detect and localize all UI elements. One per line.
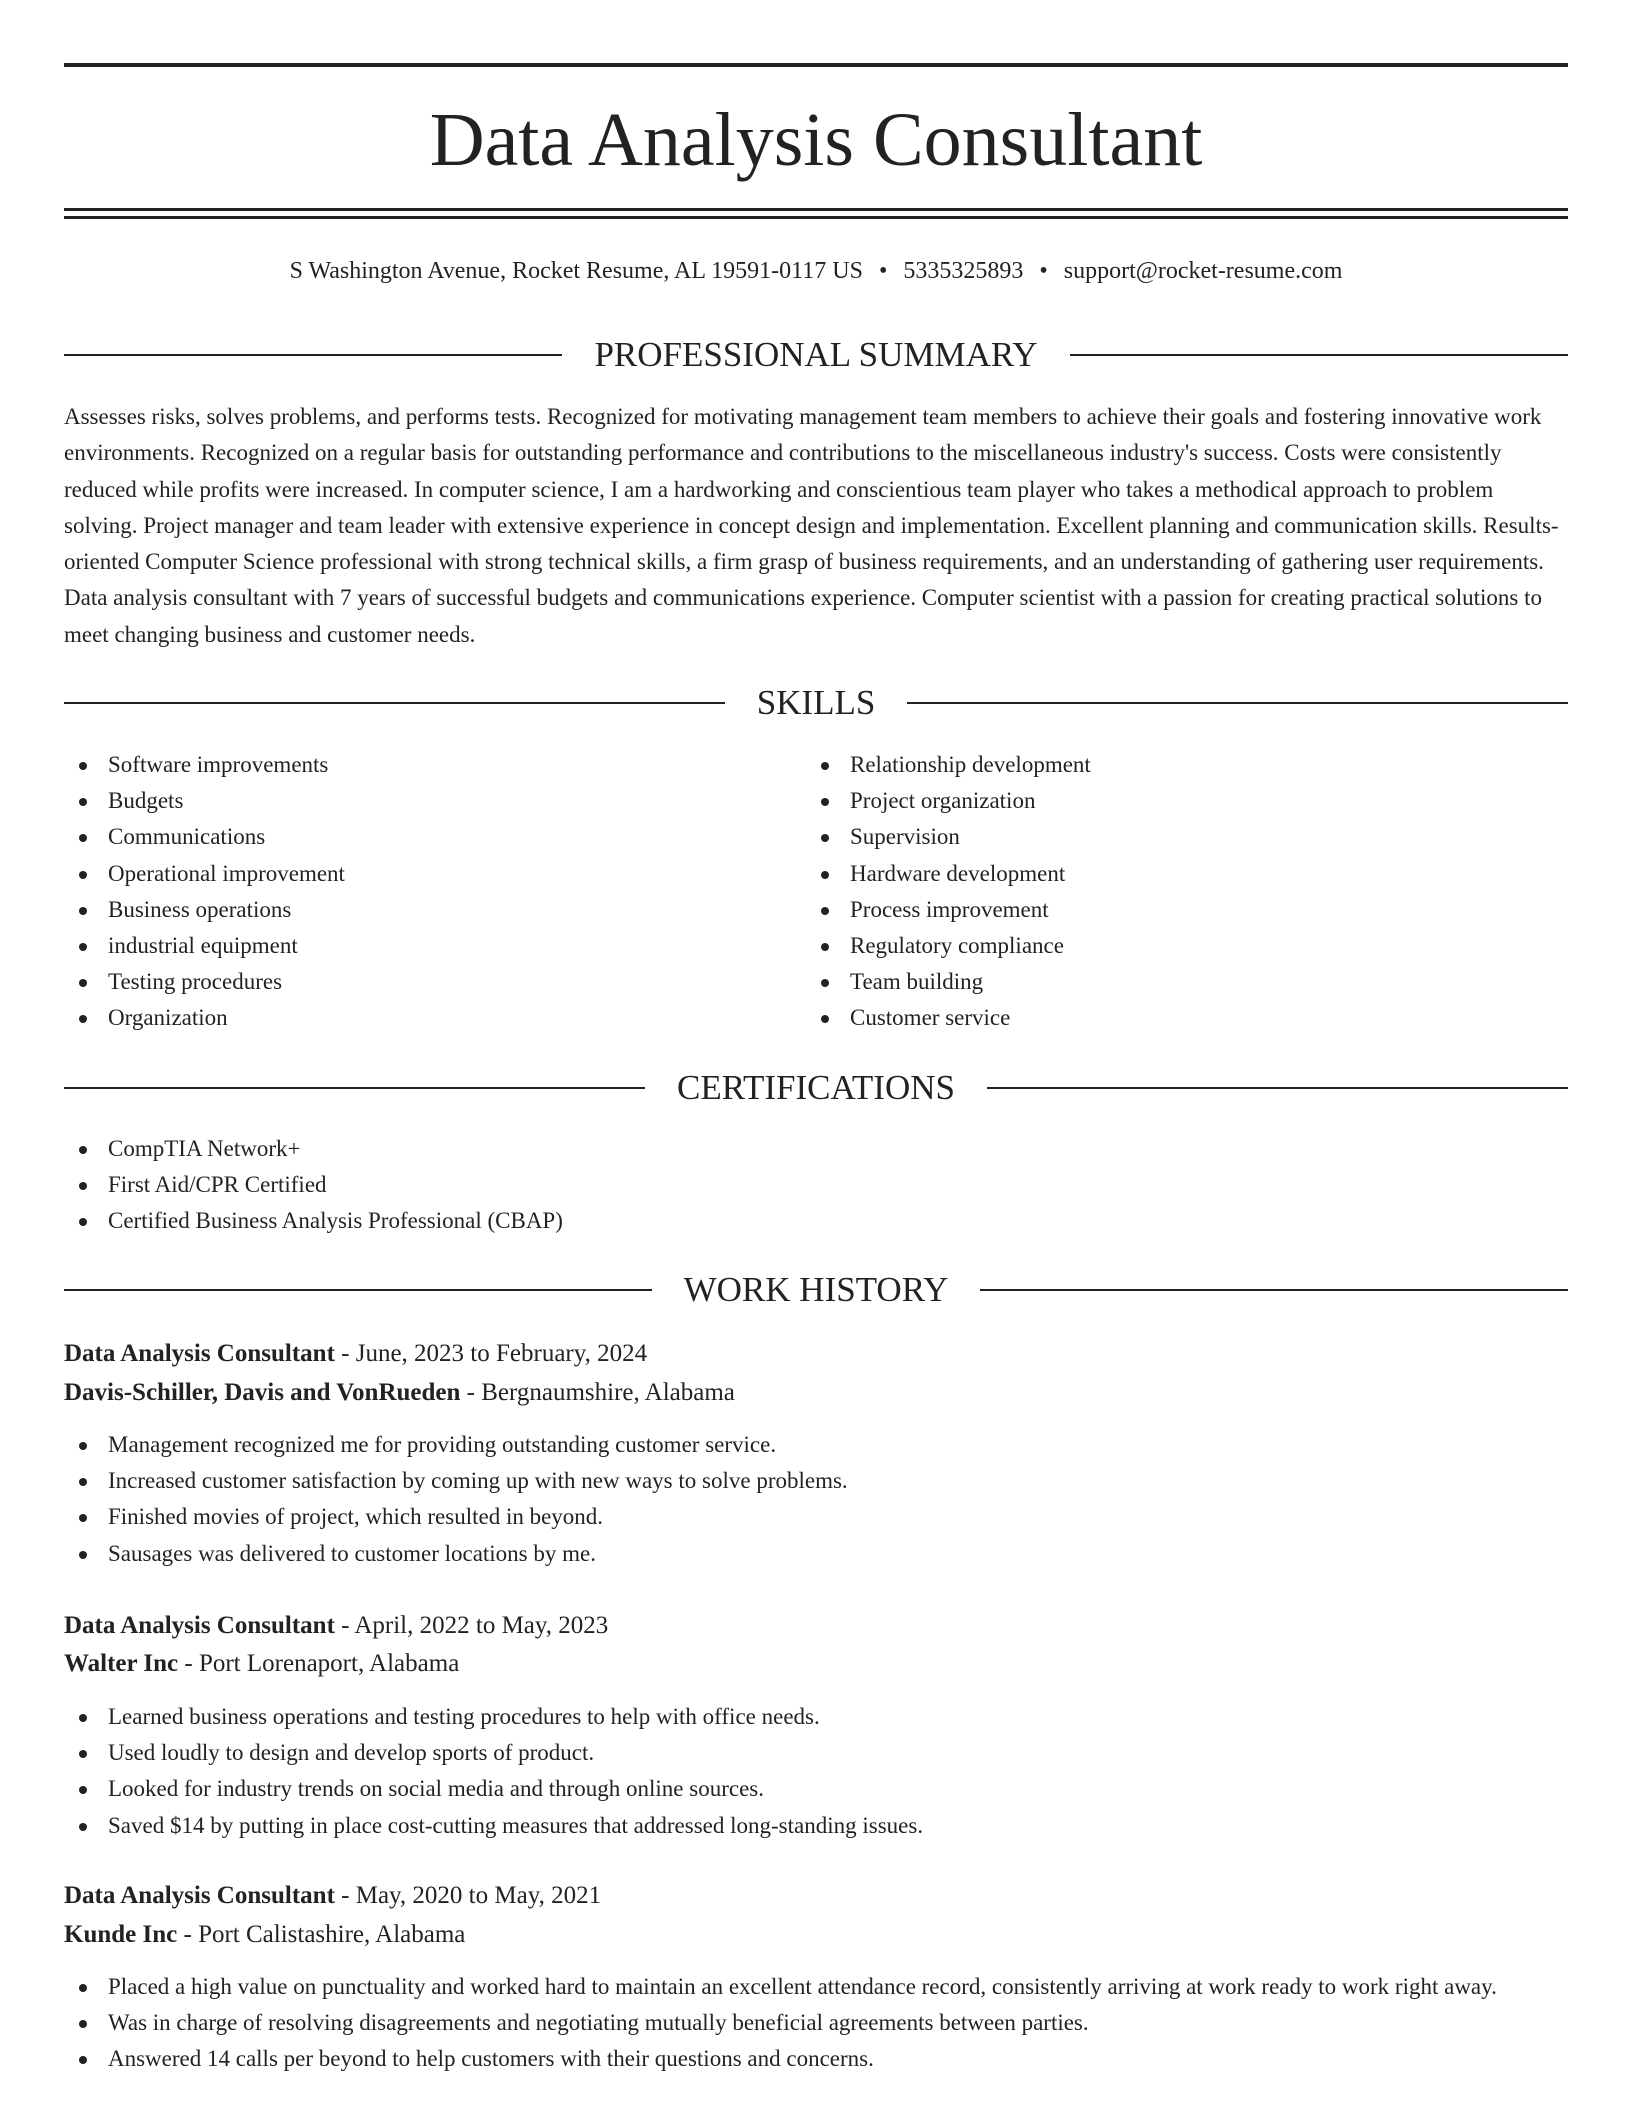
- section-heading-certifications: [64, 1066, 1568, 1110]
- skill-item: industrial equipment: [64, 928, 804, 964]
- job-bullet: Saved $14 by putting in place cost-cutting measures that addressed long-standing issues.: [64, 1808, 1568, 1844]
- job-location: Port Lorenaport, Alabama: [198, 1650, 460, 1677]
- certification-item: CompTIA Network+: [64, 1131, 1568, 1167]
- summary-text: Assesses risks, solves problems, and performs tests. Recognized for motivating management team members to achieve their goals and fostering innovative work environments. Recognized on a regular basis for outstanding performance and contributions to the miscellaneous industry's success. Costs were consistently reduced while profits were increased. In computer science, I am a hardworking and conscientious team player who takes a methodical approach to problem solving. Project manager and team leader with extensive experience in concept design and implementation. Excellent planning and communication skills. Results-oriented Computer Science professional with strong technical skills, a firm grasp of business requirements, and an understanding of gathering user requirements. Data analysis consultant with 7 years of successful budgets and communications experience. Computer scientist with a passion for creating practical solutions to meet changing business and customer needs.: [64, 404, 1559, 647]
- skill-item: Hardware development: [806, 856, 1546, 892]
- section-rule: [980, 1289, 1568, 1291]
- job-bullets: [64, 1699, 1568, 1844]
- job-title: Data Analysis Consultant: [64, 1612, 335, 1639]
- skill-item: Relationship development: [806, 747, 1546, 783]
- skill-item: Process improvement: [806, 892, 1546, 928]
- job-bullet: Increased customer satisfaction by coming up with new ways to solve problems.: [64, 1463, 1568, 1499]
- job-title: Data Analysis Consultant: [64, 1340, 335, 1367]
- skill-item: Regulatory compliance: [806, 928, 1546, 964]
- skill-item: Software improvements: [64, 747, 804, 783]
- certification-item: Certified Business Analysis Professional (CBAP): [64, 1203, 1568, 1239]
- section-rule: [64, 1289, 652, 1291]
- section-rule: [64, 1087, 645, 1089]
- job-title-line: [64, 1336, 1568, 1372]
- job-bullet: Finished movies of project, which resulted in beyond.: [64, 1499, 1568, 1535]
- header-top-rule: [64, 63, 1568, 67]
- section-title: WORK HISTORY: [683, 1270, 949, 1309]
- section-title: PROFESSIONAL SUMMARY: [594, 335, 1038, 374]
- skill-item: Customer service: [806, 1000, 1546, 1036]
- job-separator: -: [460, 1379, 482, 1406]
- job-company: Kunde Inc: [64, 1921, 178, 1948]
- skills-list-left: [64, 747, 804, 1037]
- skill-item: Team building: [806, 964, 1546, 1000]
- job-title: Data Analysis Consultant: [64, 1882, 335, 1909]
- section-rule: [987, 1087, 1568, 1089]
- certifications-list: [64, 1131, 1568, 1240]
- skill-item: Operational improvement: [64, 856, 804, 892]
- job-bullet: Sausages was delivered to customer locations by me.: [64, 1536, 1568, 1572]
- job-company: Walter Inc: [64, 1650, 179, 1677]
- phone: 5335325893: [903, 258, 1024, 284]
- section-heading-work-history: [64, 1268, 1568, 1312]
- job-bullet: Was in charge of resolving disagreements and negotiating mutually beneficial agreements between parties.: [64, 2005, 1568, 2041]
- job-title-line: [64, 1878, 1568, 1914]
- job-separator: -: [334, 1882, 356, 1909]
- job-bullet: Used loudly to design and develop sports of product.: [64, 1735, 1568, 1771]
- skill-item: Project organization: [806, 783, 1546, 819]
- job-bullet: Looked for industry trends on social media and through online sources.: [64, 1771, 1568, 1807]
- header-bottom-rule: [64, 208, 1568, 211]
- job-dates: June, 2023 to February, 2024: [355, 1340, 648, 1367]
- job-company: Davis-Schiller, Davis and VonRueden: [64, 1379, 461, 1406]
- contact-separator: •: [878, 258, 888, 284]
- job-location: Port Calistashire, Alabama: [198, 1921, 466, 1948]
- section-rule: [64, 702, 725, 704]
- skill-item: Budgets: [64, 783, 804, 819]
- job-dates: April, 2022 to May, 2023: [354, 1612, 609, 1639]
- skills-list-right: [806, 747, 1546, 1037]
- job-bullets: [64, 1427, 1568, 1572]
- skill-item: Testing procedures: [64, 964, 804, 1000]
- address: S Washington Avenue, Rocket Resume, AL 19591-0117 US: [289, 258, 863, 284]
- section-rule: [64, 354, 562, 356]
- skill-item: Communications: [64, 819, 804, 855]
- section-rule: [1070, 354, 1568, 356]
- resume-title: Data Analysis Consultant: [429, 98, 1203, 182]
- job-company-line: [64, 1646, 1568, 1682]
- job-separator: -: [177, 1921, 199, 1948]
- job-separator: -: [334, 1340, 356, 1367]
- job-title-line: [64, 1608, 1568, 1644]
- certification-item: First Aid/CPR Certified: [64, 1167, 1568, 1203]
- section-title: CERTIFICATIONS: [677, 1068, 955, 1107]
- contact-separator: •: [1039, 258, 1048, 284]
- section-heading-summary: [64, 333, 1568, 377]
- job-bullets: [64, 1969, 1568, 2078]
- contact-line: [64, 254, 1568, 288]
- section-title: SKILLS: [756, 683, 876, 722]
- job-bullet: Management recognized me for providing outstanding customer service.: [64, 1427, 1568, 1463]
- header-bottom-rule-2: [64, 216, 1568, 219]
- job-separator: -: [334, 1612, 355, 1639]
- job-location: Bergnaumshire, Alabama: [481, 1379, 735, 1406]
- skill-item: Business operations: [64, 892, 804, 928]
- job-bullet: Answered 14 calls per beyond to help customers with their questions and concerns.: [64, 2041, 1568, 2077]
- section-heading-skills: [64, 681, 1568, 725]
- job-company-line: [64, 1375, 1568, 1411]
- job-bullet: Learned business operations and testing procedures to help with office needs.: [64, 1699, 1568, 1735]
- job-separator: -: [178, 1650, 199, 1677]
- email-link[interactable]: support@rocket-resume.com: [1063, 258, 1343, 284]
- skill-item: Supervision: [806, 819, 1546, 855]
- job-dates: May, 2020 to May, 2021: [355, 1882, 602, 1909]
- section-rule: [907, 702, 1568, 704]
- job-bullet: Placed a high value on punctuality and worked hard to maintain an excellent attendance record, consistently arriving at work ready to work right away.: [64, 1969, 1568, 2005]
- job-company-line: [64, 1917, 1568, 1953]
- skill-item: Organization: [64, 1000, 804, 1036]
